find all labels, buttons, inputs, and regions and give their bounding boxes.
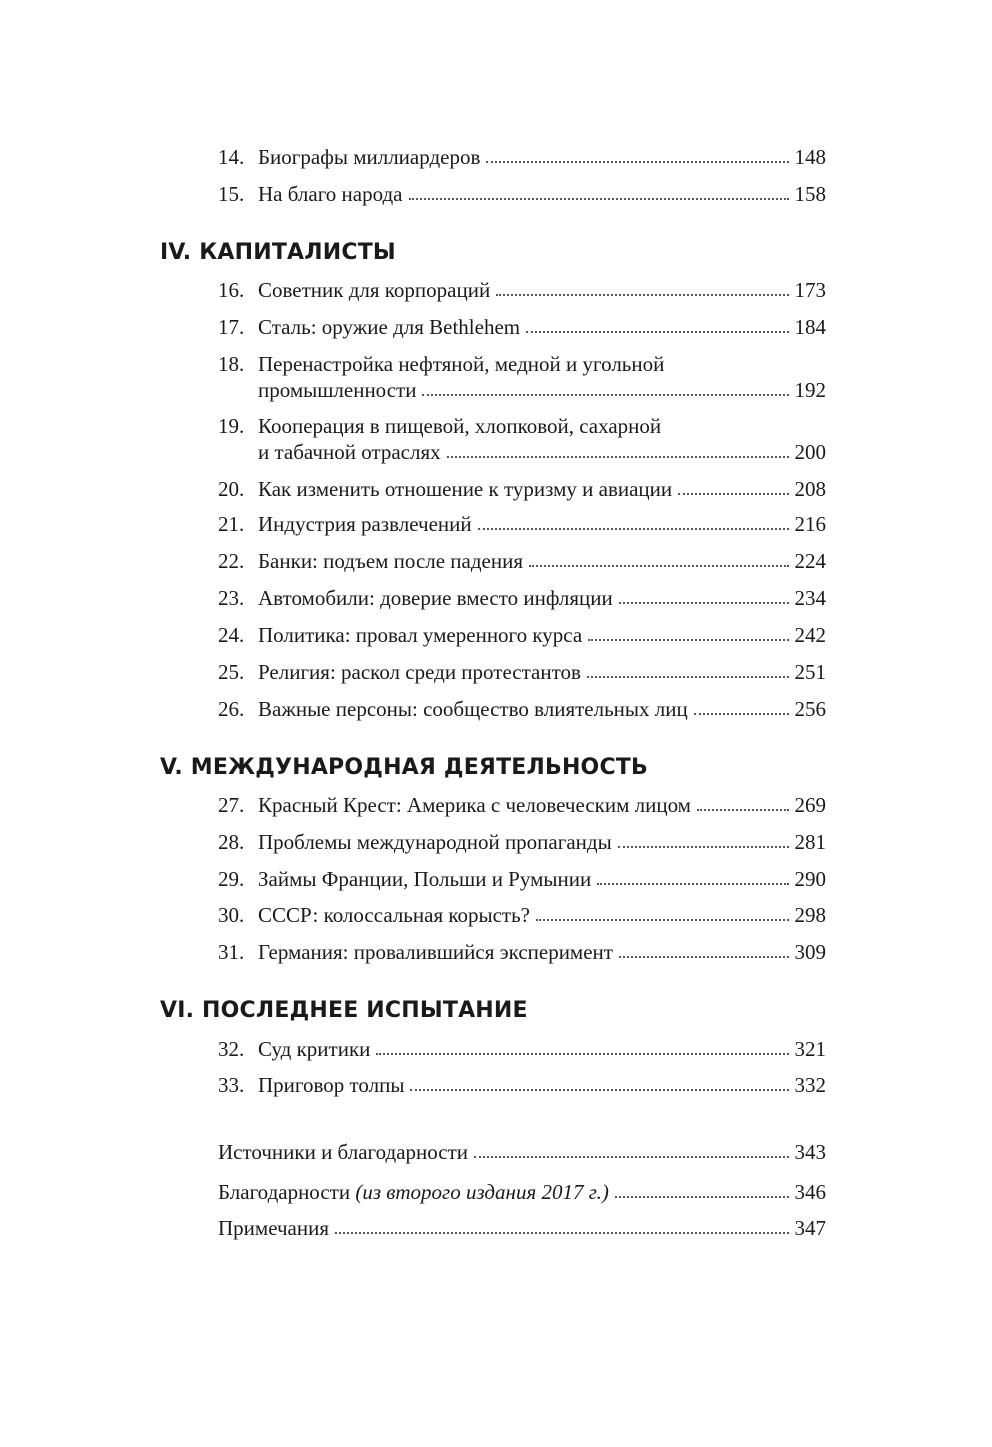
entry-page: 347 [794, 1216, 826, 1240]
leader-dots [697, 809, 789, 811]
leader-dots [410, 1089, 788, 1091]
leader-dots [536, 919, 789, 921]
leader-dots [526, 331, 788, 333]
entry-title: Советник для корпораций [258, 278, 491, 302]
section-heading: V. МЕЖДУНАРОДНАЯ ДЕЯТЕЛЬНОСТЬ [160, 755, 648, 780]
entry-number: 18. [218, 352, 245, 376]
entry-title: Приговор толпы [258, 1073, 405, 1097]
leader-dots [678, 493, 788, 495]
entry-page: 251 [794, 660, 826, 684]
leader-dots [474, 1156, 788, 1158]
entry-number: 31. [218, 940, 245, 964]
entry-number: 19. [218, 414, 245, 438]
entry-page: 184 [794, 315, 826, 339]
entry-title-note: (из второго издания 2017 г.) [355, 1180, 609, 1204]
entry-page: 192 [794, 378, 826, 402]
entry-title: Проблемы международной пропаганды [258, 830, 612, 854]
entry-number: 27. [218, 793, 245, 817]
entry-title: Политика: провал умеренного курса [258, 623, 583, 647]
entry-page: 256 [794, 697, 826, 721]
entry-page: 158 [794, 182, 826, 206]
entry-title: промышленности [258, 378, 417, 402]
entry-page: 290 [794, 867, 826, 891]
leader-dots [478, 528, 789, 530]
entry-page: 269 [794, 793, 826, 817]
entry-page: 173 [794, 278, 826, 302]
leader-dots [486, 161, 788, 163]
leader-dots [619, 602, 789, 604]
entry-number: 29. [218, 867, 245, 891]
entry-page: 281 [794, 830, 826, 854]
leader-dots [587, 676, 789, 678]
leader-dots [335, 1232, 788, 1234]
entry-title: Биографы миллиардеров [258, 145, 481, 169]
entry-number: 22. [218, 549, 245, 573]
entry-page: 332 [794, 1073, 826, 1097]
entry-title: Примечания [218, 1216, 330, 1240]
leader-dots [694, 713, 789, 715]
entry-title: Источники и благодарности [218, 1140, 469, 1164]
leader-dots [619, 956, 789, 958]
entry-title: Займы Франции, Польши и Румынии [258, 867, 592, 891]
entry-page: 242 [794, 623, 826, 647]
entry-page: 343 [794, 1140, 826, 1164]
leader-dots [588, 639, 788, 641]
entry-number: 33. [218, 1073, 245, 1097]
leader-dots [447, 456, 789, 458]
entry-number: 16. [218, 278, 245, 302]
entry-page: 321 [794, 1037, 826, 1061]
entry-page: 298 [794, 903, 826, 927]
entry-title: Германия: провалившийся эксперимент [258, 940, 613, 964]
entry-page: 309 [794, 940, 826, 964]
entry-number: 32. [218, 1037, 245, 1061]
entry-title: Религия: раскол среди протестантов [258, 660, 581, 684]
entry-number: 23. [218, 586, 245, 610]
leader-dots [376, 1053, 788, 1055]
entry-title: Суд критики [258, 1037, 371, 1061]
entry-number: 26. [218, 697, 245, 721]
entry-number: 21. [218, 512, 245, 536]
leader-dots [597, 883, 788, 885]
entry-title: Важные персоны: сообщество влиятельных лиц [258, 697, 688, 721]
leader-dots [496, 294, 788, 296]
entry-title: и табачной отраслях [258, 440, 441, 464]
leader-dots [409, 198, 789, 200]
leader-dots [618, 846, 789, 848]
leader-dots [615, 1196, 789, 1198]
leader-dots [529, 565, 788, 567]
section-heading: VI. ПОСЛЕДНЕЕ ИСПЫТАНИЕ [160, 998, 528, 1023]
entry-number: 25. [218, 660, 245, 684]
entry-page: 148 [794, 145, 826, 169]
entry-number: 20. [218, 477, 245, 501]
entry-title: Благодарности [218, 1180, 351, 1204]
entry-number: 30. [218, 903, 245, 927]
entry-title: Сталь: оружие для Bethlehem [258, 315, 521, 339]
entry-title: Индустрия развлечений [258, 512, 472, 536]
entry-title: СССР: колоссальная корысть? [258, 903, 530, 927]
entry-title: На благо народа [258, 182, 403, 206]
leader-dots [422, 394, 788, 396]
entry-page: 216 [794, 512, 826, 536]
entry-title: Банки: подъем после падения [258, 549, 524, 573]
entry-number: 28. [218, 830, 245, 854]
section-heading: IV. КАПИТАЛИСТЫ [160, 240, 396, 265]
entry-number: 24. [218, 623, 245, 647]
entry-number: 15. [218, 182, 245, 206]
entry-title: Как изменить отношение к туризму и авиации [258, 477, 673, 501]
entry-page: 234 [794, 586, 826, 610]
entry-page: 200 [794, 440, 826, 464]
entry-title-line1: Перенастройка нефтяной, медной и угольной [258, 352, 665, 376]
entry-page: 208 [794, 477, 826, 501]
entry-page: 346 [794, 1180, 826, 1204]
entry-number: 14. [218, 145, 245, 169]
entry-title: Красный Крест: Америка с человеческим лицом [258, 793, 691, 817]
entry-title-line1: Кооперация в пищевой, хлопковой, сахарной [258, 414, 662, 438]
entry-title: Автомобили: доверие вместо инфляции [258, 586, 613, 610]
entry-number: 17. [218, 315, 245, 339]
entry-page: 224 [794, 549, 826, 573]
